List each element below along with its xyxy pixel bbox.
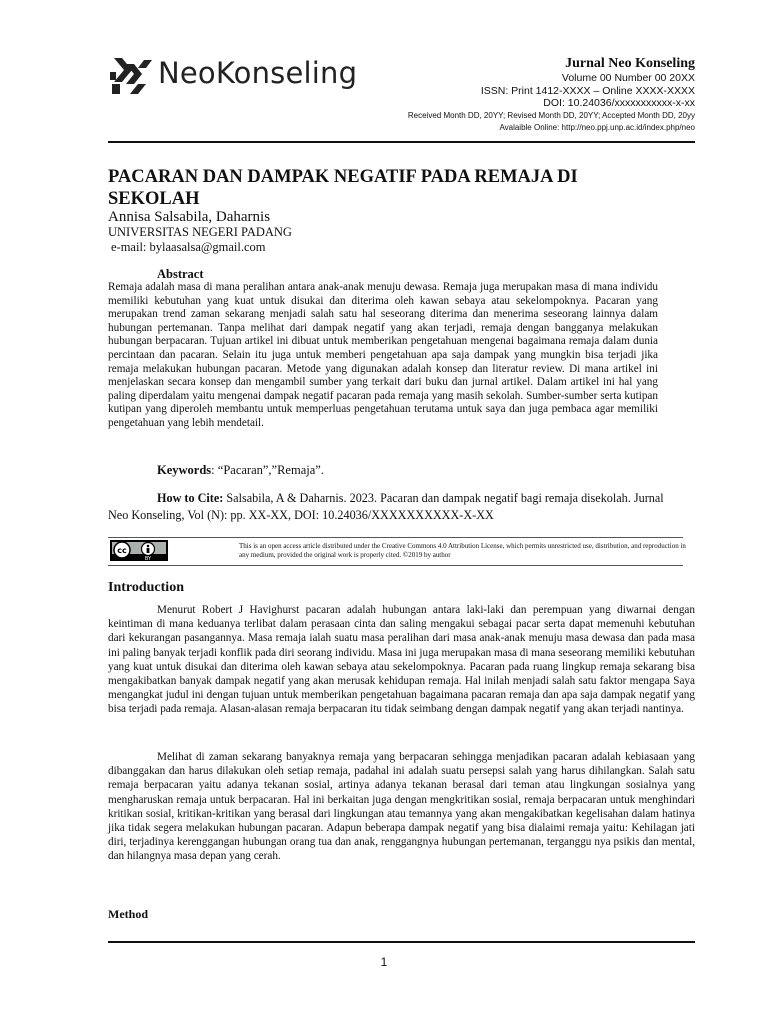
svg-text:cc: cc	[117, 546, 127, 555]
article-title: PACARAN DAN DAMPAK NEGATIF PADA REMAJA DI SEKOLAH	[108, 167, 578, 209]
license-text: This is an open access article distributed under the Creative Commons 4.0 Attribution License, which permits unrestricted use, distribution, and reproduction in any medium, provided the original work is properly cited. ©2019 by author	[239, 542, 686, 559]
how-to-cite	[108, 490, 697, 524]
logo-text: NeoKonseling	[158, 56, 358, 90]
volume-line: Volume 00 Number 00 20XX	[561, 72, 695, 84]
license-divider-bottom	[108, 565, 683, 566]
creative-commons-by-icon	[110, 540, 168, 561]
paragraph-2-text: Melihat di zaman sekarang banyaknya remaja yang berpacaran sehingga menjadikan pacaran adalah kebiasaan yang dibanggakan dan harus dilakukan oleh setiap remaja, padahal ini adalah suatu persepsi salah yang harus dihilangkan. Salah satu remaja berpacaran yaitu adanya tekanan sosial, artinya adanya tekanan berasal dari teman atau lingkungan sosialnya yang mengharuskan remaja untuk berpacaran. Hal ini berkaitan juga dengan mengkritikan sosial, remaja berpacaran untuk menghindari kritikan sosial, kritikan-kritikan yang berasal dari lingkungan atau temannya yang akan mengakibatkan kegelisahan dalam hatinya jika tidak segera melakukan hubungan pacaran. Adapun beberapa dampak negatif yang bisa dialaimi remaja yaitu: Kehilagan jati diri, terjadinya kerenggangan hubungan orang tua dan anak, renggangnya hubungan pertemanan, terganggu nya psikis dan mental, dan hilangnya masa depan yang cerah.	[108, 751, 695, 863]
footer-divider	[108, 941, 695, 943]
introduction-paragraph-2	[108, 750, 695, 864]
journal-info	[408, 56, 695, 134]
header-divider	[108, 141, 695, 143]
article-authors: Annisa Salsabila, Daharnis	[108, 209, 271, 225]
doi-line: DOI: 10.24036/xxxxxxxxxxx-x-xx	[543, 97, 695, 109]
author-affiliation: UNIVERSITAS NEGERI PADANG	[108, 225, 292, 239]
cc-badge-by-label: BY	[144, 556, 152, 561]
paragraph-1-text: Menurut Robert J Havighurst pacaran adalah hubungan antara laki-laki dan perempuan yang diwarnai dengan keintiman di mana keduanya terlibat dalam perasaan cinta dan saling mengakui sebagai pacar serta dapat memenuhi kebutuhan dari kekurangan pasangannya. Masa remaja ialah suatu masa peralihan dari masa anak-anak menuju masa dewasa dan pada masa ini paling banyak terjadi konflik pada diri seorang individu. Masa ini juga merupakan masa di mana seseorang memiliki kebutuhan yang kuat untuk disukai dan diterima oleh kawan sebaya atau sekelompoknya. Pacaran pada ruang lingkup remaja sekarang bisa mengakibatkan banyak dampak negatif yang akan merusak kehidupan remaja. Hal inilah menjadi salah satu faktor mengapa Saya mengangkat judul ini dengan tujuan untuk memberikan pengetahuan bagaimana pacaran remaja dan apa saja dampak negatif yang bisa terjadi pada remaja. Alasan-alasan remaja berpacaran itu tidak seimbang dengan dampak negatif yang akan terjadi nantinya.	[108, 604, 695, 716]
keywords-label: Keywords	[157, 463, 212, 477]
journal-logo	[108, 54, 370, 98]
license-divider-top	[108, 537, 683, 538]
how-to-cite-text-line1: Salsabila, A & Daharnis. 2023. Pacaran dan dampak negatif bagi remaja disekolah. Jurnal	[223, 491, 664, 505]
introduction-paragraph-1	[108, 603, 695, 717]
issn-line: ISSN: Print 1412-XXXX – Online XXXX-XXXX	[480, 84, 695, 97]
journal-name: Jurnal Neo Konseling	[565, 56, 695, 71]
abstract-text: Remaja adalah masa di mana peralihan antara anak-anak menuju dewasa. Remaja juga merupakan masa di mana individu memiliki kebutuhan yang kuat untuk disukai dan diterima oleh kawan sebaya atau sekelompoknya. Pacaran yang merupakan trend zaman sekarang menjadi salah satu hal seseorang diterima dan menerima seseorang lainnya dalam hubungan pertemanan. Tanpa melihat dari dampak negatif yang akan terjadi, remaja dengan bangganya melakukan hubungan berpacaran. Tujuan artikel ini dibuat untuk memberikan pengetahuan mengenai bagaimana remaja dalam dunia percintaan dan pacaran. Selain itu juga untuk memberi pengetahuan apa saja dampak yang mungkin bisa terjadi jika remaja melakukan hubungan pacaran. Metode yang digunakan adalah konsep dan literatur review. Di mana artikel ini menjelaskan secara konsep dan mengambil sumber yang terkait dari buku dan jurnal artikel. Dalam artikel ini hal yang paling diperdalam yaitu mengenai dampak negatif pacaran pada remaja yang masih sekolah. Sumber-sumber serta kutipan kutipan yang diperoleh membantu untuk memperluas pengetahuan terutama untuk saya dan juga pembaca agar memiliki pengetahuan yang lebih mendetail.	[108, 281, 658, 429]
page-number: 1	[380, 955, 388, 969]
abstract-heading: Abstract	[157, 267, 204, 281]
introduction-heading: Introduction	[108, 580, 184, 595]
method-heading: Method	[108, 907, 148, 921]
double-chevron-logo-icon	[108, 54, 156, 98]
keywords	[157, 463, 324, 478]
keywords-value: : “Pacaran”,”Remaja”.	[211, 463, 324, 477]
how-to-cite-text-line2: Neo Konseling, Vol (N): pp. XX-XX, DOI: 10.24036/XXXXXXXXXX-X-XX	[108, 508, 494, 522]
available-online-line: Avalaible Online: http://neo.ppj.unp.ac.id/index.php/neo	[499, 122, 695, 132]
how-to-cite-label: How to Cite:	[157, 491, 224, 505]
author-email: e-mail: bylaasalsa@gmail.com	[111, 240, 266, 254]
dates-line: Received Month DD, 20YY; Revised Month DD, 20YY; Accepted Month DD, 20yy	[407, 110, 695, 120]
